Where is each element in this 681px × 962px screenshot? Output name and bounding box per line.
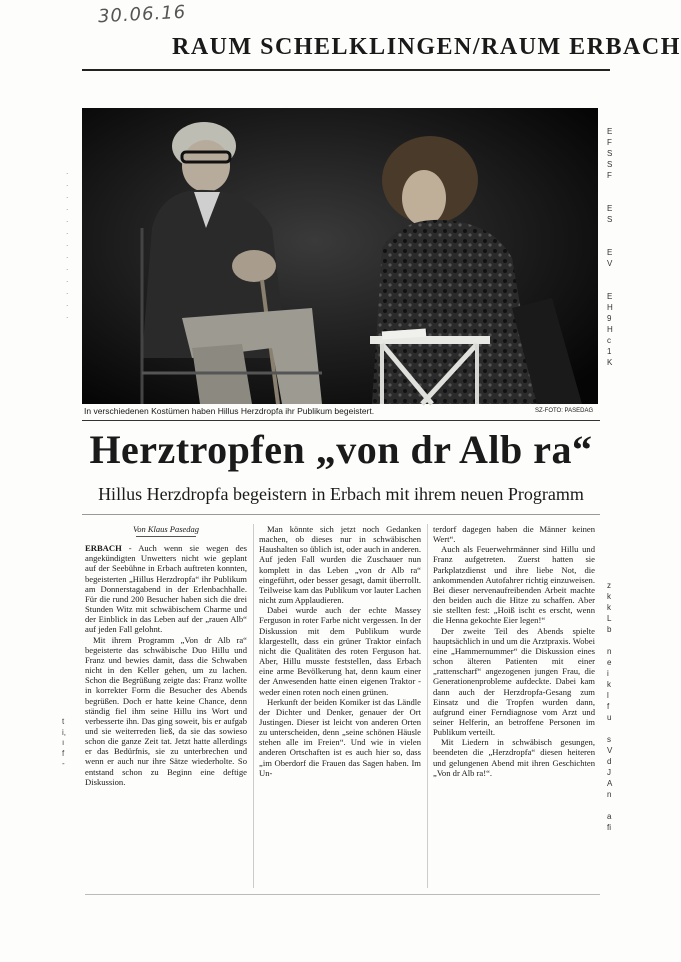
- strip-fragment: [607, 723, 621, 734]
- article-photo: [82, 108, 598, 404]
- strip-fragment: fi: [607, 823, 611, 832]
- strip-fragment: E: [607, 204, 613, 213]
- headline: Herztropfen „von dr Alb ra“: [89, 427, 593, 472]
- strip-fragment: E: [607, 127, 613, 136]
- strip-fragment: E: [607, 292, 613, 301]
- strip-fragment: -: [62, 759, 65, 768]
- strip-fragment: c: [607, 336, 611, 345]
- strip-fragment: V: [607, 259, 613, 268]
- paragraph: Herkunft der beiden Komiker ist das Ländle der Dichter und Denker, genauer der Ort Justingen. Dieser ist leicht von anderen Orten zu unterscheiden, denn „seine schönen Häusle stehen alle im Freien“. Und wie in vielen anderen Ortschaften ist es auch hier so, dass „im Oberdorf die Frauen das Sagen haben. Im Un-: [259, 696, 421, 778]
- bottom-rule: [85, 894, 600, 895]
- dateline: ERBACH: [85, 543, 122, 554]
- byline-rule: [136, 536, 196, 537]
- paragraph: Mit Liedern in schwäbisch gesungen, beendeten die „Herzdropfa“ diesen heiteren und gelungenen Abend mit ihren Geschichten „Von dr Alb ra!“.: [433, 737, 595, 778]
- strip-fragment: [607, 635, 621, 646]
- byline: Von Klaus Pasedag: [132, 524, 200, 534]
- strip-fragment: F: [607, 171, 612, 180]
- strip-fragment: z: [607, 581, 611, 590]
- strip-fragment: [607, 269, 621, 280]
- strip-fragment: k: [607, 603, 611, 612]
- strip-fragment: [607, 236, 621, 247]
- handwritten-date: 30.06.16: [97, 1, 187, 28]
- strip-fragment: i: [607, 669, 609, 678]
- paragraph: Auch als Feuerwehrmänner sind Hillu und Franz aufgetreten. Zuerst hatten sie Parkplatzdienst und ihre liebe Not, die ankommenden Autofahrer richtig einzuweisen. Bei dieser nervenaufreibenden Arbeit machte den beiden auch die Hitze zu schaffen. Aber sie stellten fest: „Hoiß ischt es erscht, wenn die Henna gekochte Eier legen!“: [433, 544, 595, 626]
- strip-fragment: [607, 225, 621, 236]
- column-divider: [253, 524, 254, 888]
- strip-fragment: H: [607, 325, 613, 334]
- article-column-1: [85, 524, 247, 787]
- strip-fragment: l: [607, 691, 609, 700]
- article-column-2: [259, 524, 421, 778]
- paragraph: Dabei wurde auch der echte Massey Ferguson in roter Farbe nicht vergessen. In der Diskussion mit dem Publikum wurde klargestellt, dass ein grüner Traktor einfach nicht die Qualitäten des roten Ferguson hat. Aber, Hillu musste feststellen, dass Erbach eine arme Bevölkerung hat, denn kaum einer der Anwesenden hatte einen eigenen Traktor - weder einen roten noch einen grünen.: [259, 605, 421, 697]
- strip-fragment: n: [607, 647, 612, 656]
- paragraph: Der zweite Teil des Abends spielte hauptsächlich in und um die Arztpraxis. Wobei eine „Hammernummer“ die Diskussion eines schon älteren Patienten mit einer „rattenscharf“ angezogenen jungen Frau, die Generationenprobleme aufdeckte. Dabei kam dann auch der Herzdropfa-Gesang zum Einsatz und die Tropfen wurden dann, aufgrund einer Ferndiagnose vom Arzt und seiner Helferin, an betroffene Personen im Publikum verteilt.: [433, 625, 595, 738]
- strip-fragment: d: [607, 757, 612, 766]
- strip-fragment: s: [607, 735, 611, 744]
- strip-fragment: f: [607, 702, 610, 711]
- paragraph: Man könnte sich jetzt noch Gedanken machen, ob dieses nur in schwäbischen Haushalten so üblich ist, oder auch in anderen. Auf jeden Fall wurden die Zuschauer nun komplett in das Leben „von dr Alb ra“ eingeführt, oder besser gesagt, damit überrollt. Teilweise kam das Publikum vor lauter Lachen nicht zum Applaudieren.: [259, 524, 421, 606]
- strip-fragment: H: [607, 303, 613, 312]
- photo-credit: SZ-FOTO: PASEDAG: [535, 408, 594, 414]
- strip-fragment: e: [607, 658, 612, 667]
- strip-fragment: ı: [62, 738, 65, 747]
- paragraph: [85, 543, 247, 634]
- section-header: RAUM SCHELKLINGEN/RAUM ERBACH: [172, 34, 681, 60]
- strip-fragment: 1: [607, 347, 612, 356]
- strip-fragment: [607, 192, 621, 203]
- strip-fragment: k: [607, 680, 611, 689]
- column-divider: [427, 524, 428, 888]
- strip-fragment: V: [607, 746, 613, 755]
- paragraph: Mit ihrem Programm „Von dr Alb ra“ begeisterte das schwäbische Duo Hillu und Franz und bewies damit, dass die Schwaben nicht in den Keller gehen, um zu lachen. Schon die Begrüßung zeigte das: Franz wollte in korrekter Form die Besucher des Abends begrüßen. Doch er hatte keine Chance, denn ständig fiel ihm seine Hillu ins Wort und verbesserte ihn. Das ging soweit, bis er aufgab und sie weiterreden ließ, da sie das sowieso schon die ganze Zeit tat. Jetzt hatte allerdings er das Bedürfnis, sie zu unterbrechen und wenn er auch nur ihre Sätze wiederholte. So entstand schon zu Beginn eine deftige Diskussion.: [85, 634, 247, 787]
- strip-fragment: k: [607, 592, 611, 601]
- strip-fragment: F: [607, 138, 612, 147]
- strip-fragment: A: [607, 779, 613, 788]
- header-rule: [82, 69, 610, 71]
- strip-fragment: J: [607, 768, 611, 777]
- paragraph-text: - Auch wenn sie wegen des angekündigten Unwetters nicht wie geplant auf der Seebühne in Erbach auftreten konnten, begeisterten „Hillus Herzdropfa“ ihr Publikum am Donnerstagabend in der Erlenbachhalle. Für die rund 200 Besucher haben sich die drei Stunden Witz mit schwäbischem Charme und der Einblick in das Leben auf der „rauen Alb“ auf jeden Fall gelohnt.: [85, 543, 247, 635]
- strip-fragment: L: [607, 614, 612, 623]
- strip-fragment: [607, 800, 621, 811]
- strip-fragment: u: [607, 713, 612, 722]
- adjacent-article-strip-bottom: [607, 580, 621, 833]
- margin-marks: · · · · · · · · · · · · ·: [66, 170, 69, 322]
- strip-fragment: a: [607, 812, 612, 821]
- strip-fragment: f: [62, 748, 65, 758]
- strip-fragment: t: [62, 717, 65, 726]
- article-column-3: [433, 524, 595, 778]
- adjacent-article-strip-top: [607, 126, 621, 368]
- photo-rule: [82, 420, 600, 421]
- strip-fragment: i,: [62, 727, 66, 737]
- strip-fragment: n: [607, 790, 612, 799]
- photo-caption: In verschiedenen Kostümen haben Hillus Herzdropfa ihr Publikum begeistert.: [84, 406, 375, 416]
- strip-fragment: [607, 280, 621, 291]
- strip-fragment: b: [607, 625, 612, 634]
- strip-fragment: S: [607, 160, 613, 169]
- paragraph: terdorf dagegen haben die Männer keinen Wert“.: [433, 524, 595, 545]
- strip-fragment: S: [607, 215, 613, 224]
- strip-fragment: [607, 181, 621, 192]
- strip-fragment: 9: [607, 314, 612, 323]
- strip-fragment: E: [607, 248, 613, 257]
- strip-fragment: S: [607, 149, 613, 158]
- subheadline-rule: [82, 514, 600, 515]
- subheadline: Hillus Herzdropfa begeistern in Erbach mit ihrem neuen Programm: [98, 484, 584, 504]
- adjacent-article-strip-left: [62, 717, 70, 770]
- strip-fragment: K: [607, 358, 613, 367]
